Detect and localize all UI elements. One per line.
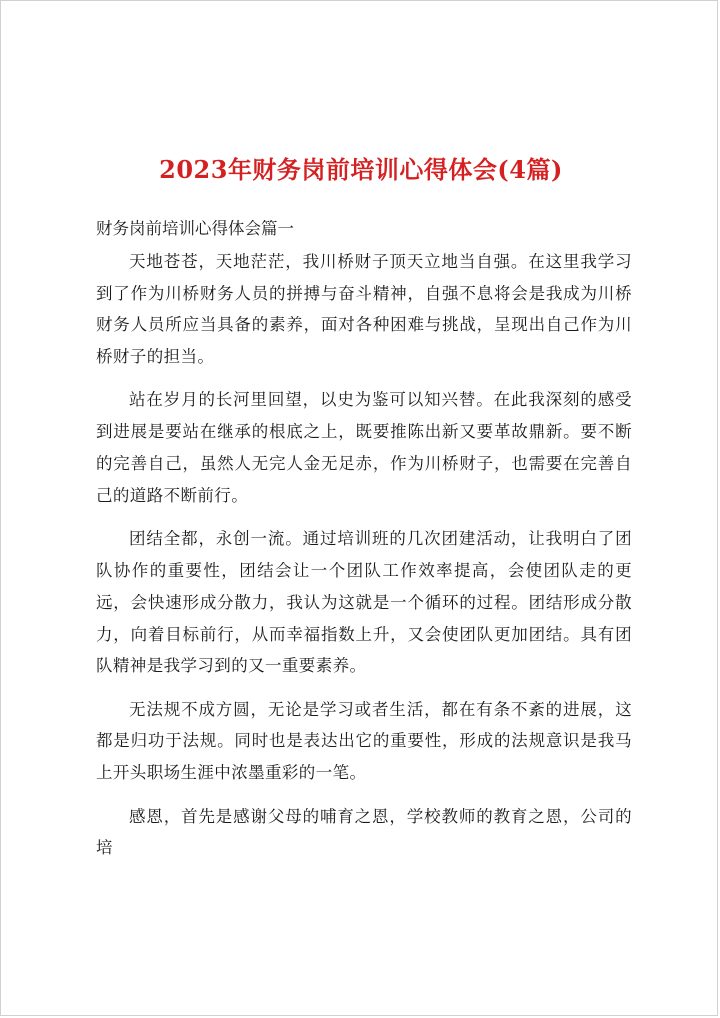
paragraph-4: 无法规不成方圆，无论是学习或者生活，都在有条不紊的进展，这都是归功于法规。同时也是表达出它的重要性，形成的法规意识是我马上开头职场生涯中浓墨重彩的一笔。 bbox=[96, 699, 632, 783]
paragraph-3: 团结全都，永创一流。通过培训班的几次团建活动，让我明白了团队协作的重要性，团结会让一个团队工作效率提高，会使团队走的更远，会快速形成分散力，我认为这就是一个循环的过程。团结形成分散力，向着目标前行，从而幸福指数上升，又会使团队更加团结。具有团队精神是我学习到的又一重要素养。 bbox=[96, 529, 632, 676]
paragraph-2: 站在岁月的长河里回望，以史为鉴可以知兴替。在此我深刻的感受到进展是要站在继承的根底之上，既要推陈出新又要革故鼎新。要不断的完善自己，虽然人无完人金无足赤，作为川桥财子，也需要在完善自己的道路不断前行。 bbox=[96, 390, 632, 505]
document-body bbox=[96, 213, 632, 876]
section-heading: 财务岗前培训心得体会篇一 bbox=[96, 219, 294, 238]
paragraph-1: 天地苍苍，天地茫茫，我川桥财子顶天立地当自强。在这里我学习到了作为川桥财务人员的拼搏与奋斗精神，自强不息将会是我成为川桥财务人员所应当具备的素养，面对各种困难与挑战，呈现出自己作为川桥财子的担当。 bbox=[96, 251, 632, 367]
paragraph-5: 感恩，首先是感谢父母的哺育之恩，学校教师的教育之恩，公司的培 bbox=[96, 806, 632, 858]
document-title: 2023年财务岗前培训心得体会(4篇) bbox=[159, 155, 563, 184]
